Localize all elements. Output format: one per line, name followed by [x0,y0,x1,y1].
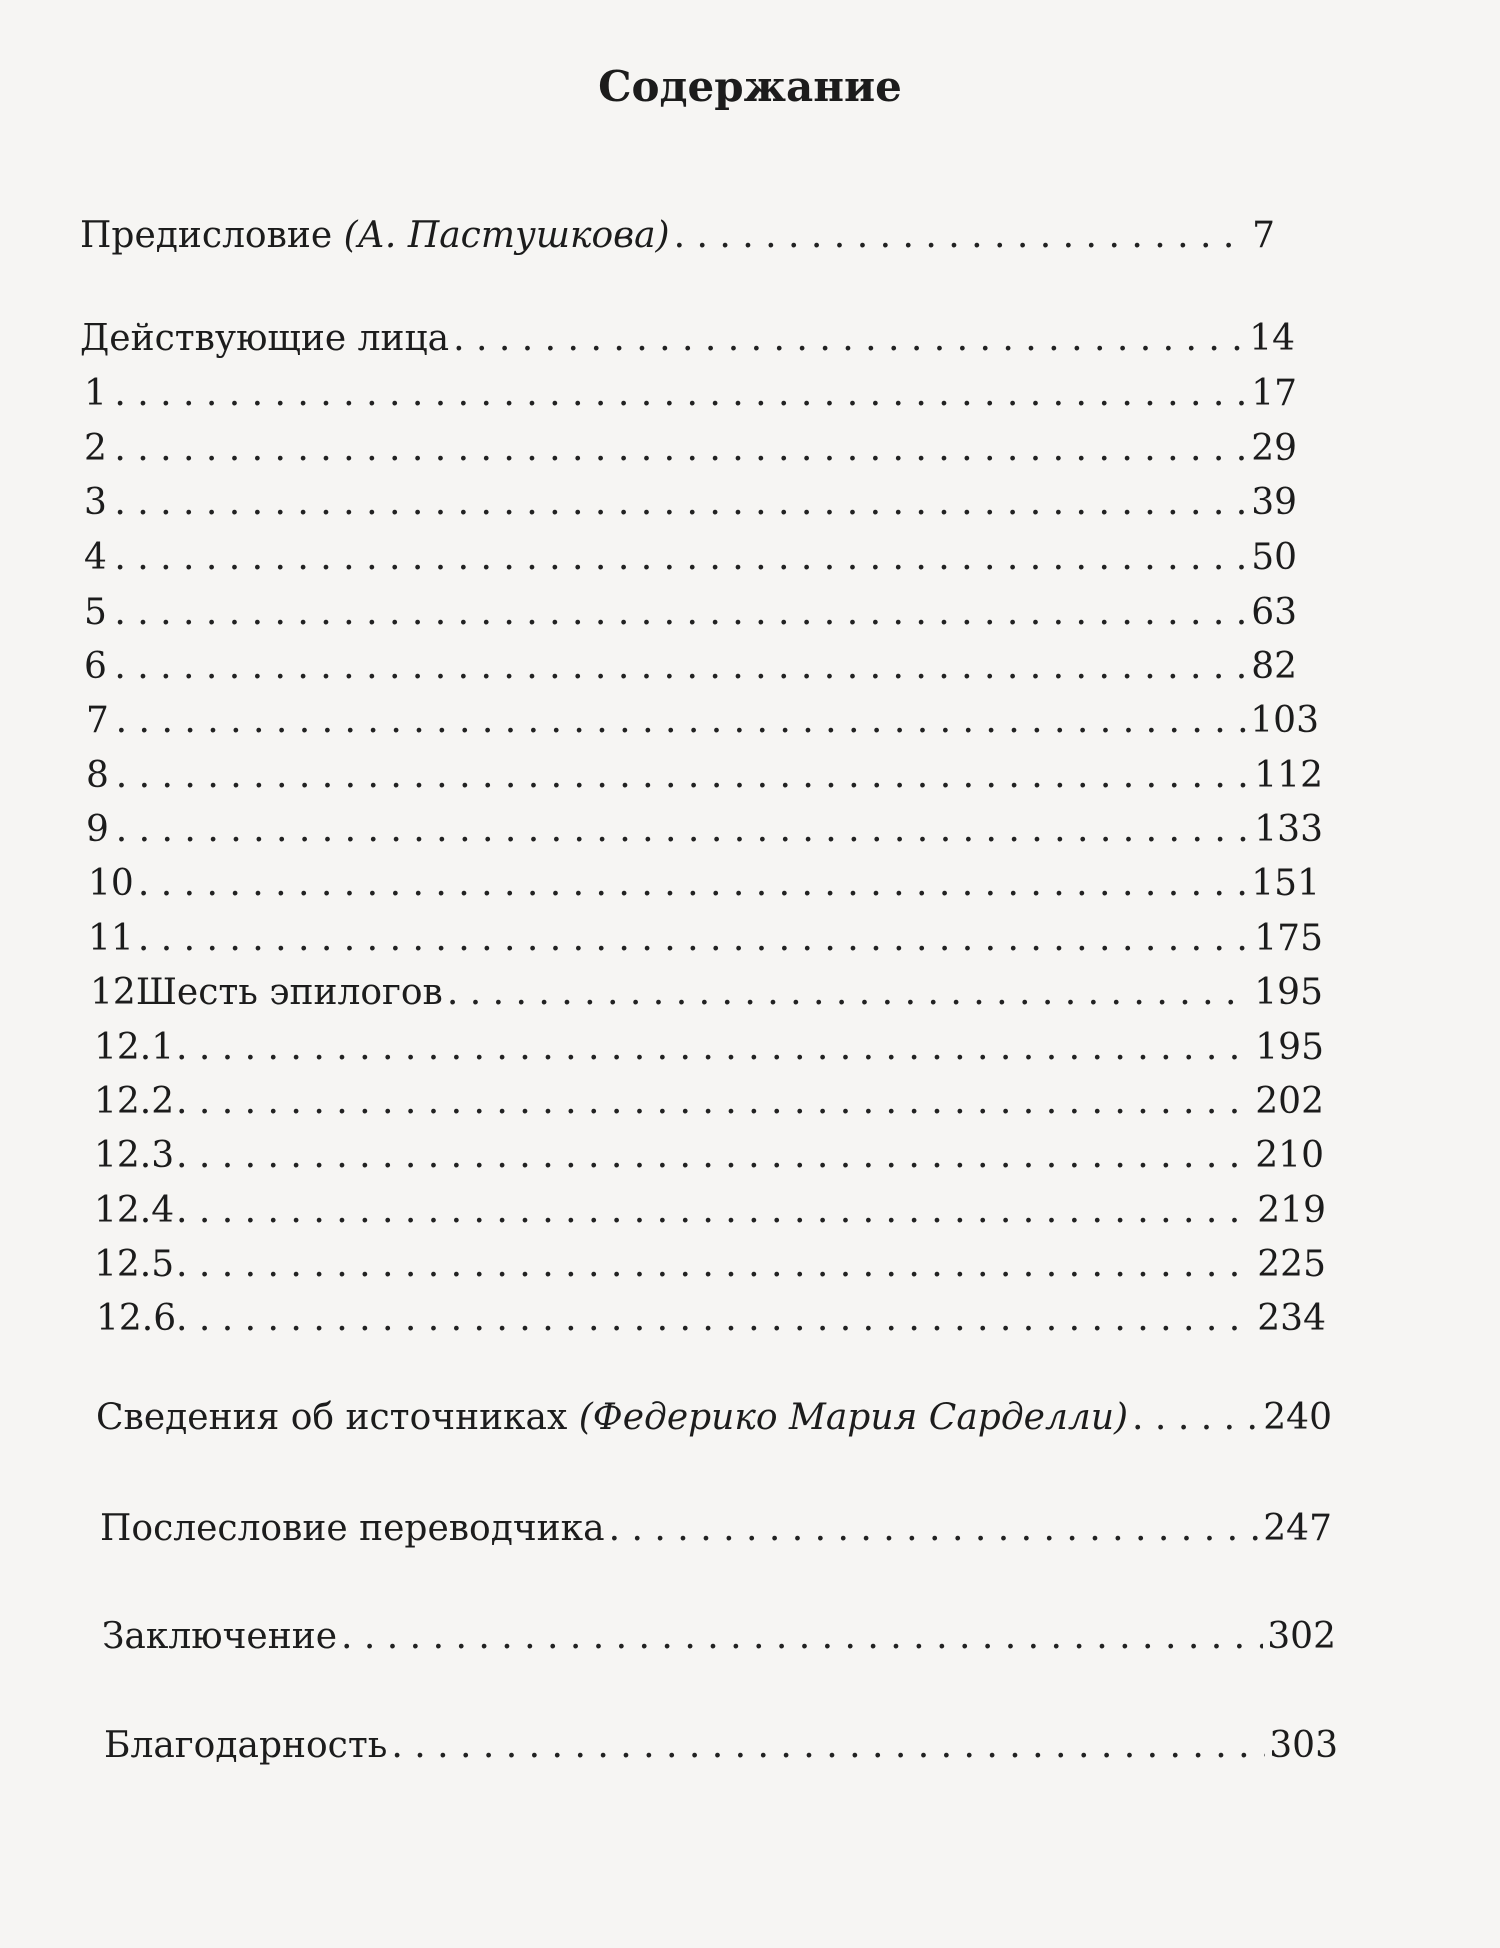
entry-label: Послесловие переводчика [100,1508,605,1549]
toc-entry-chapter-12 [90,972,1323,1022]
entry-page-number: 151 [1251,863,1320,904]
entry-page-number: 63 [1251,592,1297,633]
entry-page-number: 195 [1254,972,1323,1013]
chapter-number: 9 [86,809,109,850]
chapter-number: 10 [88,863,134,904]
chapter-number: 2 [84,428,107,469]
toc-entry-chapter-11 [88,918,1323,968]
toc-entry-chapter-7 [86,700,1319,750]
toc-entry-epilogue-12-1 [94,1027,1324,1077]
entry-page-number: 39 [1251,482,1297,523]
entry-page-number: 112 [1254,755,1323,796]
entry-page-number: 103 [1250,700,1319,741]
leader-dots [176,1190,1253,1231]
leader-dots [1132,1397,1259,1438]
entry-page-number: 50 [1251,537,1297,578]
toc-entry-epilogue-12-2 [94,1081,1324,1131]
toc-entry-foreword [80,215,1275,265]
leader-dots [138,863,1247,904]
entry-label: Шесть эпилогов [135,972,443,1013]
leader-dots [176,1298,1253,1339]
leader-dots [391,1725,1265,1766]
page-title: Содержание [598,62,902,111]
toc-entry-chapter-4 [84,537,1297,587]
entry-page-number: 234 [1257,1298,1326,1339]
entry-label: Благодарность [104,1725,388,1766]
toc-entry-acknowledgements [104,1725,1338,1775]
chapter-number: 3 [84,482,107,523]
chapter-number: 12.5 [94,1244,175,1285]
chapter-number: 12.6 [96,1298,177,1339]
leader-dots [116,700,1247,741]
entry-label: Предисловие (А. Пастушкова) [80,215,670,256]
entry-label: Сведения об источниках (Федерико Мария Сарделли) [96,1397,1129,1438]
entry-page-number: 247 [1263,1508,1332,1549]
leader-dots [453,318,1245,359]
leader-dots [116,755,1251,796]
leader-dots [114,537,1247,578]
entry-page-number: 240 [1263,1397,1332,1438]
leader-dots [116,809,1251,850]
chapter-number: 5 [84,592,107,633]
entry-page-number: 7 [1252,215,1275,256]
chapter-number: 7 [86,700,109,741]
toc-entry-chapter-3 [84,482,1297,532]
entry-page-number: 303 [1269,1725,1338,1766]
toc-entry-characters [80,318,1295,368]
entry-label: Заключение [102,1616,338,1657]
toc-entry-chapter-2 [84,428,1297,478]
toc-entry-chapter-6 [84,646,1297,696]
leader-dots [176,1081,1251,1122]
toc-entry-sources [96,1397,1332,1447]
chapter-number: 12.2 [94,1081,175,1122]
toc-entry-epilogue-12-3 [94,1135,1324,1185]
leader-dots [176,1244,1253,1285]
toc-entry-chapter-8 [86,755,1323,805]
entry-page-number: 133 [1254,809,1323,850]
entry-page-number: 302 [1267,1616,1336,1657]
toc-entry-epilogue-12-4 [94,1190,1326,1240]
chapter-number: 1 [84,373,107,414]
chapter-number: 11 [88,918,134,959]
entry-page-number: 82 [1251,646,1297,687]
entry-page-number: 202 [1255,1081,1324,1122]
entry-page-number: 219 [1257,1190,1326,1231]
chapter-number: 6 [84,646,107,687]
leader-dots [114,482,1247,523]
chapter-number: 4 [84,537,107,578]
chapter-number: 12.1 [94,1027,175,1068]
chapter-number: 12.4 [94,1190,175,1231]
leader-dots [114,646,1247,687]
entry-page-number: 210 [1255,1135,1324,1176]
toc-entry-conclusion [102,1616,1336,1666]
leader-dots [447,972,1250,1013]
leader-dots [114,592,1247,633]
toc-entry-chapter-5 [84,592,1297,642]
toc-entry-chapter-9 [86,809,1323,859]
leader-dots [341,1616,1263,1657]
entry-page-number: 14 [1249,318,1295,359]
entry-page-number: 29 [1251,428,1297,469]
toc-entry-translator-afterword [100,1508,1332,1558]
chapter-number: 12.3 [94,1135,175,1176]
entry-page-number: 195 [1255,1027,1324,1068]
leader-dots [138,918,1250,959]
chapter-number: 12 [90,972,136,1013]
leader-dots [176,1135,1251,1176]
entry-label: Действующие лица [80,318,450,359]
entry-page-number: 225 [1257,1244,1326,1285]
toc-entry-chapter-10 [88,863,1320,913]
chapter-number: 8 [86,755,109,796]
leader-dots [674,215,1249,256]
leader-dots [114,428,1247,469]
toc-entry-epilogue-12-5 [94,1244,1326,1294]
toc-entry-epilogue-12-6 [96,1298,1326,1348]
toc-entry-chapter-1 [84,373,1297,423]
entry-page-number: 175 [1254,918,1323,959]
entry-page-number: 17 [1251,373,1297,414]
leader-dots [114,373,1247,414]
leader-dots [609,1508,1260,1549]
leader-dots [176,1027,1251,1068]
